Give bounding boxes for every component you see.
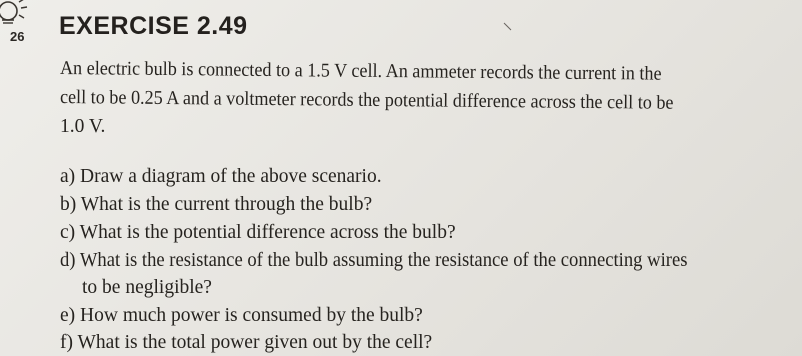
pen-mark bbox=[503, 22, 513, 32]
question-f: f) What is the total power given out by the cell? bbox=[60, 332, 433, 353]
page-number: 26 bbox=[10, 29, 25, 44]
question-a: a) Draw a diagram of the above scenario. bbox=[60, 166, 382, 187]
intro-line-2: cell to be 0.25 A and a voltmeter records the potential difference across the cell to be bbox=[59, 87, 674, 114]
lightbulb-icon bbox=[0, 0, 34, 30]
question-d: d) What is the resistance of the bulb assuming the resistance of the connecting wires bbox=[60, 250, 688, 271]
exercise-heading: EXERCISE 2.49 bbox=[59, 12, 248, 40]
intro-line-1: An electric bulb is connected to a 1.5 V cell. An ammeter records the current in the bbox=[59, 58, 662, 85]
intro-line-3: 1.0 V. bbox=[60, 116, 106, 137]
question-d-continued: to be negligible? bbox=[82, 277, 212, 298]
question-b: b) What is the current through the bulb? bbox=[60, 194, 373, 215]
question-c: c) What is the potential difference across the bulb? bbox=[60, 222, 456, 243]
question-e: e) How much power is consumed by the bulb? bbox=[60, 305, 423, 326]
